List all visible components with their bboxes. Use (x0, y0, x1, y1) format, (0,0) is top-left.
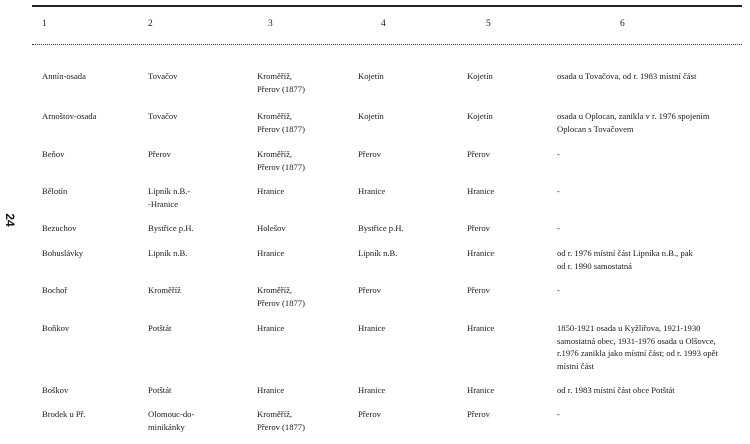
table-cell-col4 (358, 70, 384, 83)
cell-line: osada u Oplocan, zanikla v r. 1976 spojením (557, 111, 710, 121)
table-cell-col4 (358, 284, 381, 297)
table-cell-col6 (557, 222, 560, 235)
cell-line: Hranice (358, 186, 386, 196)
table-cell-col4 (358, 247, 397, 260)
cell-line: Hranice (358, 323, 386, 333)
page-number: 24 (3, 213, 17, 227)
table-cell-col6 (557, 247, 693, 272)
cell-line: minikánky (148, 421, 185, 432)
cell-line: Hranice (257, 385, 285, 395)
table-cell-col2 (148, 384, 171, 397)
cell-line: Bezuchov (42, 223, 77, 233)
cell-line: Bystřice p.H. (358, 223, 404, 233)
table-cell-col6 (557, 322, 718, 372)
cell-line: Kojetín (358, 71, 384, 81)
cell-line: Beňov (42, 149, 65, 159)
cell-line: Hranice (467, 186, 495, 196)
cell-line: Kroměříž, (257, 285, 293, 295)
cell-line: Přerov (358, 285, 381, 295)
table-cell-col2 (148, 408, 194, 433)
table-cell-col2 (148, 222, 194, 235)
table-cell-col1 (42, 408, 86, 421)
table-cell-col5 (467, 148, 490, 161)
table-cell-col5 (467, 408, 490, 421)
cell-line: místní část (557, 360, 594, 371)
table-cell-col6 (557, 408, 560, 421)
cell-line: -Hranice (148, 198, 179, 209)
cell-line: Kojetín (358, 111, 384, 121)
table-cell-col4 (358, 185, 385, 198)
cell-line: Kroměříž (148, 285, 181, 295)
table-cell-col5 (467, 284, 490, 297)
column-header-1: 1 (42, 19, 47, 29)
cell-line: Přerov (467, 285, 490, 295)
cell-line: - (557, 149, 560, 159)
cell-line: Přerov (1877) (257, 297, 305, 308)
table-cell-col5 (467, 247, 494, 260)
table-cell-col3 (257, 247, 284, 260)
table-cell-col3 (257, 408, 305, 433)
table-cell-col3 (257, 148, 305, 173)
cell-line: Brodek u Př. (42, 409, 86, 419)
cell-line: Přerov (467, 149, 490, 159)
cell-line: od r. 1983 místní část obce Potštát (557, 385, 675, 395)
cell-line: Přerov (1877) (257, 123, 305, 134)
table-cell-col4 (358, 322, 385, 335)
cell-line: od r. 1976 místní část Lipníka n.B., pak (557, 248, 693, 258)
cell-line: Přerov (467, 409, 490, 419)
cell-line: Bystřice p.H. (148, 223, 194, 233)
table-cell-col6 (557, 148, 560, 161)
cell-line: Hranice (467, 385, 495, 395)
column-header-6: 6 (620, 19, 625, 29)
cell-line: osada u Tovačova, od r. 1983 místní část (557, 71, 697, 81)
cell-line: 1850-1921 osada u Kyžlířova, 1921-1930 (557, 323, 701, 333)
cell-line: Potštát (148, 385, 172, 395)
cell-line: Přerov (358, 149, 381, 159)
cell-line: Arnoštov-osada (42, 111, 97, 121)
cell-line: - (557, 223, 560, 233)
table-cell-col2 (148, 322, 171, 335)
cell-line: Kojetín (467, 111, 493, 121)
column-header-4: 4 (381, 19, 386, 29)
cell-line: Přerov (1877) (257, 83, 305, 94)
table-cell-col2 (148, 70, 177, 83)
cell-line: Hranice (358, 385, 386, 395)
table-cell-col3 (257, 284, 305, 309)
table-cell-col3 (257, 222, 286, 235)
table-cell-col4 (358, 110, 384, 123)
table-cell-col2 (148, 148, 171, 161)
table-cell-col3 (257, 185, 284, 198)
cell-line: Hranice (257, 323, 285, 333)
cell-line: Kroměříž, (257, 111, 293, 121)
table-cell-col5 (467, 384, 494, 397)
cell-line: Hranice (467, 323, 495, 333)
cell-line: - (557, 285, 560, 295)
cell-line: Boňkov (42, 323, 70, 333)
column-header-3: 3 (268, 19, 273, 29)
table-cell-col3 (257, 70, 305, 95)
cell-line: Lipník n.B. (358, 248, 398, 258)
cell-line: Přerov (1877) (257, 421, 305, 432)
cell-line: Hranice (257, 186, 285, 196)
table-cell-col2 (148, 247, 187, 260)
cell-line: Kroměříž, (257, 149, 293, 159)
table-cell-col5 (467, 222, 490, 235)
cell-line: Olomouc-do- (148, 409, 195, 419)
cell-line: Oplocan s Tovačovem (557, 123, 634, 134)
table-cell-col1 (42, 70, 86, 83)
cell-line: Lipník n.B.- (148, 186, 191, 196)
table-cell-col4 (358, 222, 404, 235)
table-cell-col1 (42, 110, 96, 123)
table-cell-col1 (42, 322, 69, 335)
table-cell-col6 (557, 284, 560, 297)
cell-line: Přerov (148, 149, 171, 159)
table-cell-col5 (467, 185, 494, 198)
cell-line: Holešov (257, 223, 286, 233)
cell-line: r.1976 zanikla jako místní část; od r. 1993 opět (557, 348, 718, 358)
table-cell-col6 (557, 384, 675, 397)
table-cell-col2 (148, 284, 181, 297)
column-header-5: 5 (486, 19, 491, 29)
cell-line: - (557, 186, 560, 196)
table-cell-col3 (257, 322, 284, 335)
table-cell-col1 (42, 284, 67, 297)
table-cell-col2 (148, 185, 190, 210)
table-cell-col4 (358, 148, 381, 161)
cell-line: Annín-osada (42, 71, 86, 81)
cell-line: od r. 1990 samostatná (557, 260, 632, 271)
cell-line: Tovačov (148, 71, 178, 81)
table-cell-col5 (467, 70, 493, 83)
cell-line: Kojetín (467, 71, 493, 81)
table-cell-col6 (557, 110, 710, 135)
cell-line: samostatná obec, 1931-1976 osada u Olšovce, (557, 335, 716, 346)
table-cell-col1 (42, 148, 64, 161)
cell-line: Hranice (257, 248, 285, 258)
table-cell-col3 (257, 384, 284, 397)
cell-line: Hranice (467, 248, 495, 258)
column-header-2: 2 (148, 19, 153, 29)
cell-line: Kroměříž, (257, 71, 293, 81)
table-cell-col1 (42, 185, 67, 198)
cell-line: Potštát (148, 323, 172, 333)
cell-line: Přerov (467, 223, 490, 233)
table-cell-col1 (42, 384, 68, 397)
table-cell-col2 (148, 110, 177, 123)
cell-line: Lipník n.B. (148, 248, 188, 258)
table-cell-col1 (42, 247, 83, 260)
table-cell-col6 (557, 185, 560, 198)
cell-line: Kroměříž, (257, 409, 293, 419)
table-cell-col3 (257, 110, 305, 135)
cell-line: - (557, 409, 560, 419)
cell-line: Bochoř (42, 285, 68, 295)
table-cell-col4 (358, 384, 385, 397)
cell-line: Tovačov (148, 111, 178, 121)
header-dotted-rule (32, 44, 742, 45)
top-rule (32, 5, 742, 7)
cell-line: Přerov (358, 409, 381, 419)
table-cell-col6 (557, 70, 696, 83)
cell-line: Přerov (1877) (257, 161, 305, 172)
table-cell-col5 (467, 322, 494, 335)
table-cell-col4 (358, 408, 381, 421)
table-cell-col5 (467, 110, 493, 123)
cell-line: Bohuslávky (42, 248, 84, 258)
cell-line: Bělotín (42, 186, 68, 196)
table-cell-col1 (42, 222, 76, 235)
cell-line: Boškov (42, 385, 69, 395)
